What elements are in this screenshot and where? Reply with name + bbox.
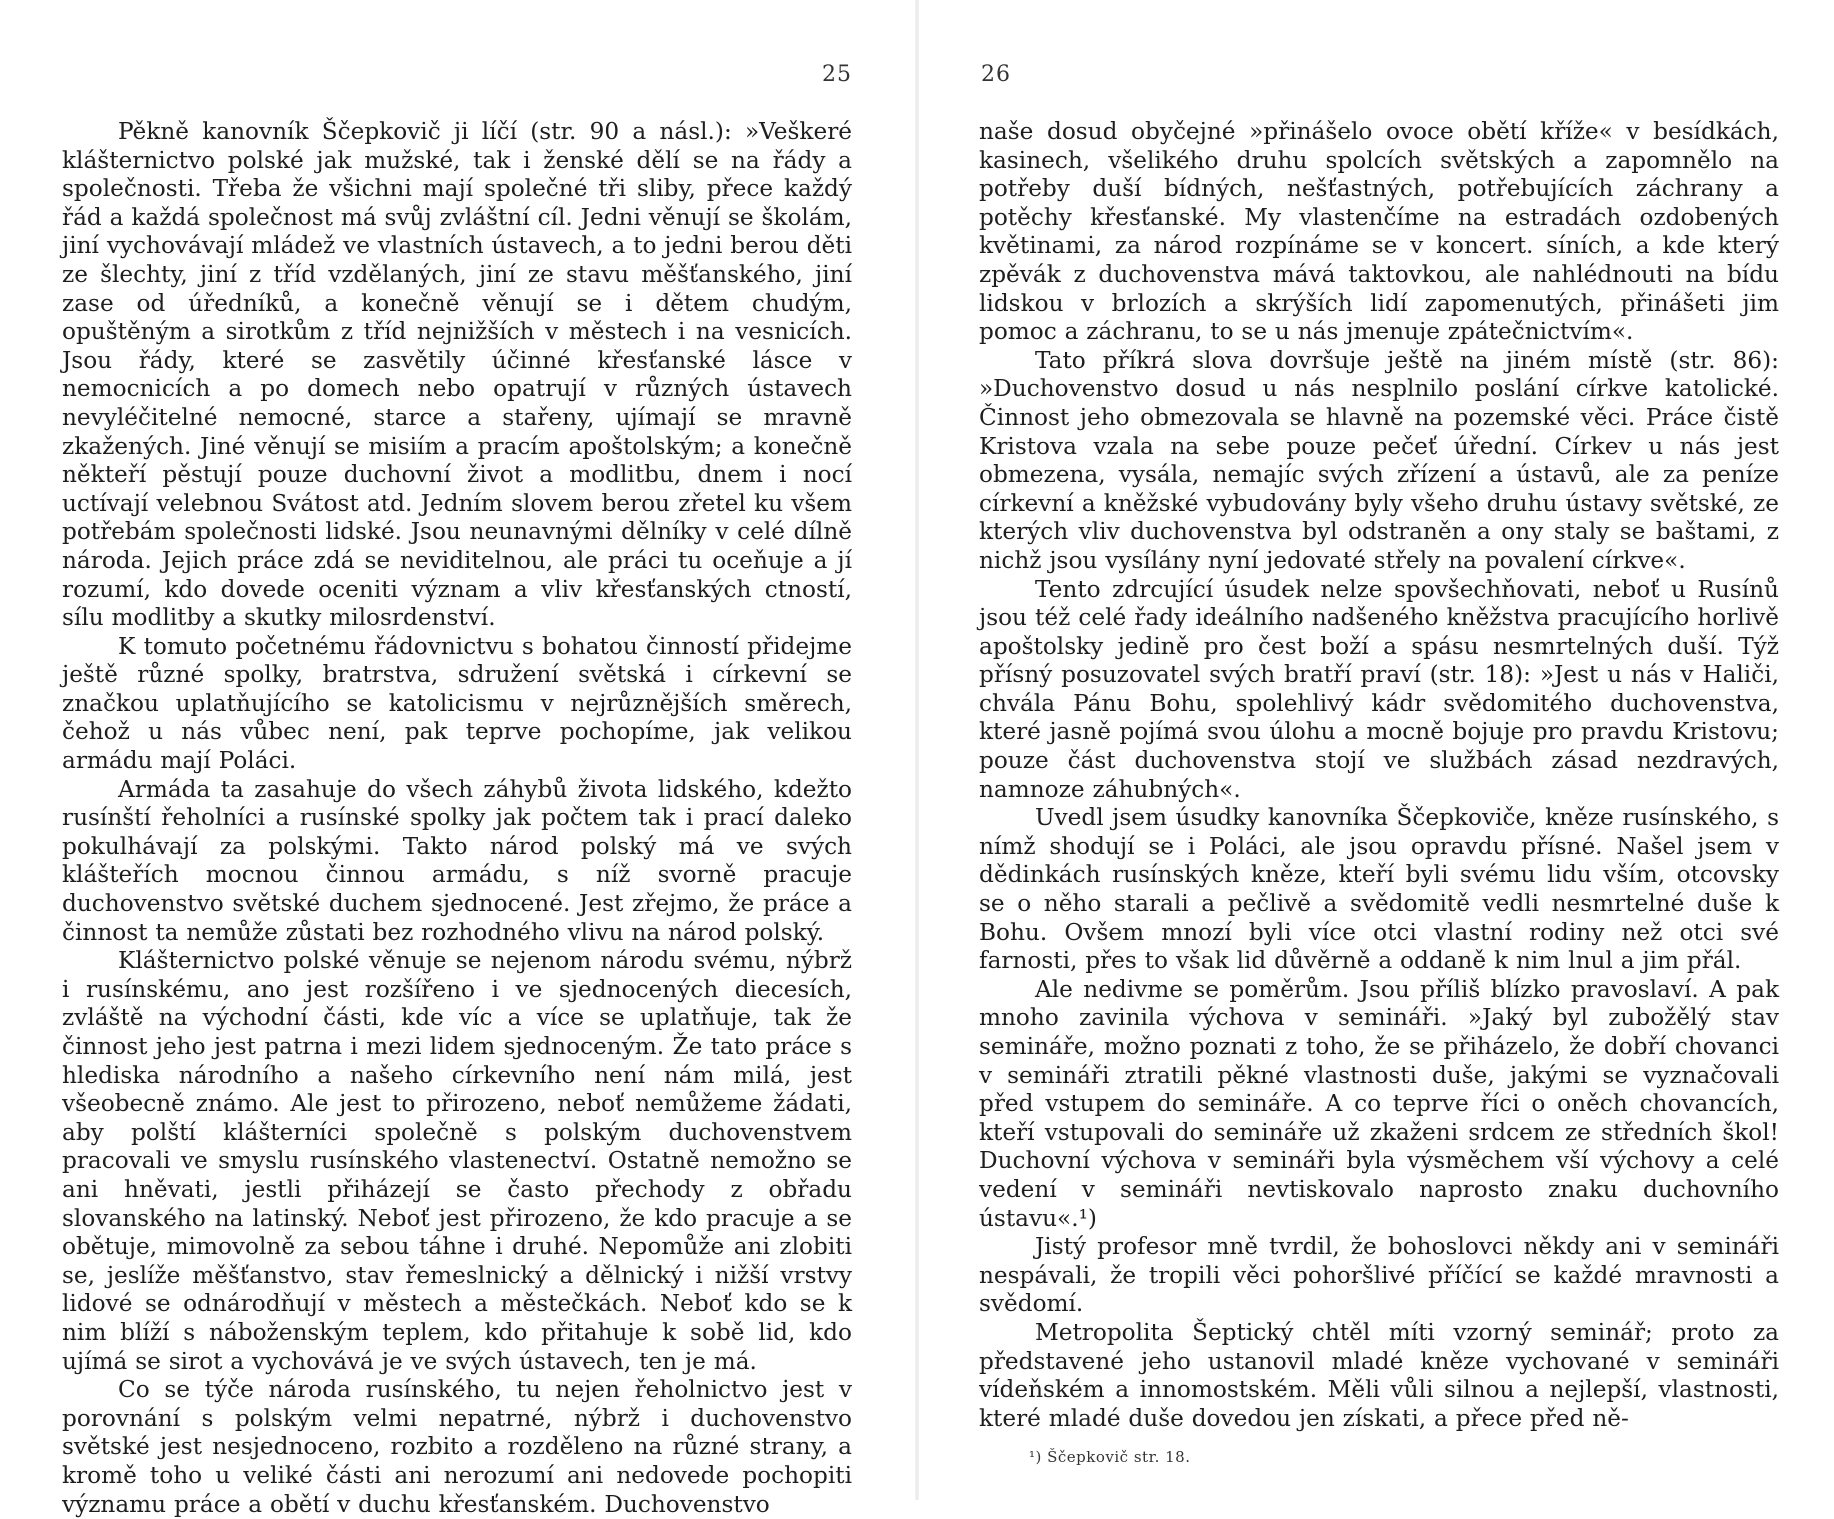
page-number: 25 bbox=[822, 62, 852, 87]
paragraph: Co se týče národa rusínského, tu nejen řeholnictvo jest v porovnání s polským velmi nepatrné, nýbrž i duchovenstvo světské jest nesjednoceno, rozbito a rozděleno na různé strany, a kromě toho u veliké části ani nerozumí ani nedovede pochopiti významu práce a obětí v duchu křesťanském. Duchovenstvo bbox=[62, 1376, 852, 1518]
paragraph: Ale nedivme se poměrům. Jsou příliš blízko pravoslaví. A pak mnoho zavinila výchova v semináři. »Jaký byl zubožělý stav semináře, možno poznati z toho, že se přiházelo, že dobří chovanci v semináři ztratili pěkné vlastnosti duše, jakými se vyznačovali před vstupem do semináře. A co teprve říci o oněch chovancích, kteří vstupovali do semináře už zkaženi srdcem ze středních škol! Duchovní výchova v semináři byla výsměchem vší výchovy a celé vedení v semináři nevtiskovalo naprosto znaku duchovního ústavu«.¹) bbox=[979, 975, 1779, 1232]
body-text bbox=[62, 118, 852, 1519]
page-number: 26 bbox=[981, 62, 1011, 87]
paragraph: Pěkně kanovník Ščepkovič ji líčí (str. 90 a násl.): »Veškeré klášternictvo polské jak mužské, tak i ženské dělí se na řády a společnosti. Třeba že všichni mají společné tři sliby, přece každý řád a každá společnost má svůj zvláštní cíl. Jedni věnují se školám, jiní vychovávají mládež ve vlastních ústavech, a to jedni berou děti ze šlechty, jiní z tříd vzdělaných, jiní ze stavu měšťanského, jiní zase od úředníků, a konečně věnují se i dětem chudým, opuštěným a sirotkům z tříd nejnižších v městech i na vesnicích. Jsou řády, které se zasvětily účinné křesťanské lásce v nemocnicích a po domech nebo opatrují v různých ústavech nevyléčitelné nemocné, starce a stařeny, ujímají se mravně zkažených. Jiné věnují se misiím a pracím apoštolským; a konečně někteří pěstují pouze duchovní život a modlitbu, dnem i nocí uctívají velebnou Svátost atd. Jedním slovem berou zřetel ku všem potřebám společnosti lidské. Jsou neunavnými dělníky v celé dílně národa. Jejich práce zdá se neviditelnou, ale práci tu oceňuje a jí rozumí, kdo dovede oceniti význam a vliv křesťanských ctností, sílu modlitby a skutky milosrdenství. bbox=[62, 118, 852, 632]
paragraph: naše dosud obyčejné »přinášelo ovoce obětí kříže« v besídkách, kasinech, všelikého druhu spolcích světských a zapomnělo na potřeby duší bídných, nešťastných, potřebujících záchrany a potěchy křesťanské. My vlastenčíme na estradách ozdobených květinami, za národ rozpínáme se v koncert. síních, a kde který zpěvák z duchovenstva mává taktovkou, ale nahlédnouti na bídu lidskou v brlozích a skrýších lidí zapomenutých, přinášeti jim pomoc a záchranu, to se u nás jmenuje zpátečnictvím«. bbox=[979, 118, 1779, 346]
body-text bbox=[979, 118, 1779, 1433]
paragraph: Klášternictvo polské věnuje se nejenom národu svému, nýbrž i rusínskému, ano jest rozšířeno i ve sjednocených diecesích, zvláště na východní části, kde víc a více se uplatňuje, tak že činnost jeho jest patrna i mezi lidem sjednoceným. Že tato práce s hlediska národního a našeho církevního není nám milá, jest všeobecně známo. Ale jest to přirozeno, neboť nemůžeme žádati, aby polští klášterníci společně s polským duchovenstvem pracovali ve smyslu rusínského vlastenectví. Ostatně nemožno se ani hněvati, jestli přiházejí se často přechody z obřadu slovanského na latinský. Neboť jest přirozeno, že kdo pracuje a se obětuje, mimovolně za sebou táhne i druhé. Nepomůže ani zlobiti se, jeslíže měšťanstvo, stav řemeslnický a dělnický i nižší vrstvy lidové se odnárodňují v městech a městečkách. Neboť kdo se k nim blíží s náboženským teplem, kdo přitahuje k sobě lid, kdo ujímá se sirot a vychovává je ve svých ústavech, ten je má. bbox=[62, 947, 852, 1375]
right-page bbox=[917, 0, 1834, 1500]
left-page bbox=[0, 0, 917, 1518]
paragraph: Tento zdrcující úsudek nelze spovšechňovati, neboť u Rusínů jsou též celé řady ideálního nadšeného kněžstva pracujícího horlivě apoštolsky jedině pro čest boží a spásu nesmrtelných duší. Týž přísný posuzovatel svých bratří praví (str. 18): »Jest u nás v Haliči, chvála Pánu Bohu, spolehlivý kádr svědomitého duchovenstva, které jasně pojímá svou úlohu a mocně bojuje pro pravdu Kristovu; pouze část duchovenstva stojí ve službách zásad nezdravých, namnoze záhubných«. bbox=[979, 575, 1779, 803]
footnote: ¹) Ščepkovič str. 18. bbox=[1029, 1448, 1191, 1466]
paragraph: Metropolita Šeptický chtěl míti vzorný seminář; proto za představené jeho ustanovil mladé kněze vychované v semináři vídeňském a innomostském. Měli vůli silnou a nejlepší, vlastnosti, které mladé duše dovedou jen získati, a přece před ně- bbox=[979, 1318, 1779, 1432]
paragraph: Tato příkrá slova dovršuje ještě na jiném místě (str. 86): »Duchovenstvo dosud u nás nesplnilo poslání církve katolické. Činnost jeho obmezovala se hlavně na pozemské věci. Práce čistě Kristova vzala na sebe pouze pečeť úřední. Církev u nás jest obmezena, vysála, nemajíc svých zřízení a ústavů, ale za peníze církevní a kněžské vybudovány byly všeho druhu ústavy světské, ze kterých vliv duchovenstva byl odstraněn a ony staly se baštami, z nichž jsou vysílány nyní jedovaté střely na povalení církve«. bbox=[979, 346, 1779, 574]
paragraph: K tomuto početnému řádovnictvu s bohatou činností přidejme ještě různé spolky, bratrstva, sdružení světská i církevní se značkou uplatňujícího se katolicismu v nejrůznějších směrech, čehož u nás vůbec není, pak teprve pochopíme, jak velikou armádu mají Poláci. bbox=[62, 632, 852, 775]
paragraph: Jistý profesor mně tvrdil, že bohoslovci někdy ani v semináři nespávali, že tropili věci pohoršlivé příčící se každé mravnosti a svědomí. bbox=[979, 1233, 1779, 1318]
paragraph: Armáda ta zasahuje do všech záhybů života lidského, kdežto rusínští řeholníci a rusínské spolky jak počtem tak i prací daleko pokulhávají za polskými. Takto národ polský má ve svých klášteřích mocnou činnou armádu, s níž svorně pracuje duchovenstvo světské duchem sjednocené. Jest zřejmo, že práce a činnost ta nemůže zůstati bez rozhodného vlivu na národ polský. bbox=[62, 775, 852, 946]
paragraph: Uvedl jsem úsudky kanovníka Ščepkoviče, kněze rusínského, s nímž shodují se i Poláci, ale jsou opravdu přísné. Našel jsem v dědinkách rusínských kněze, kteří byli svému lidu vším, otcovsky se o něho starali a pečlivě a svědomitě vedli nesmrtelné duše k Bohu. Ovšem mnozí byli více otci vlastní rodiny než otci své farnosti, přes to však lid důvěrně a oddaně k nim lnul a jim přál. bbox=[979, 804, 1779, 975]
